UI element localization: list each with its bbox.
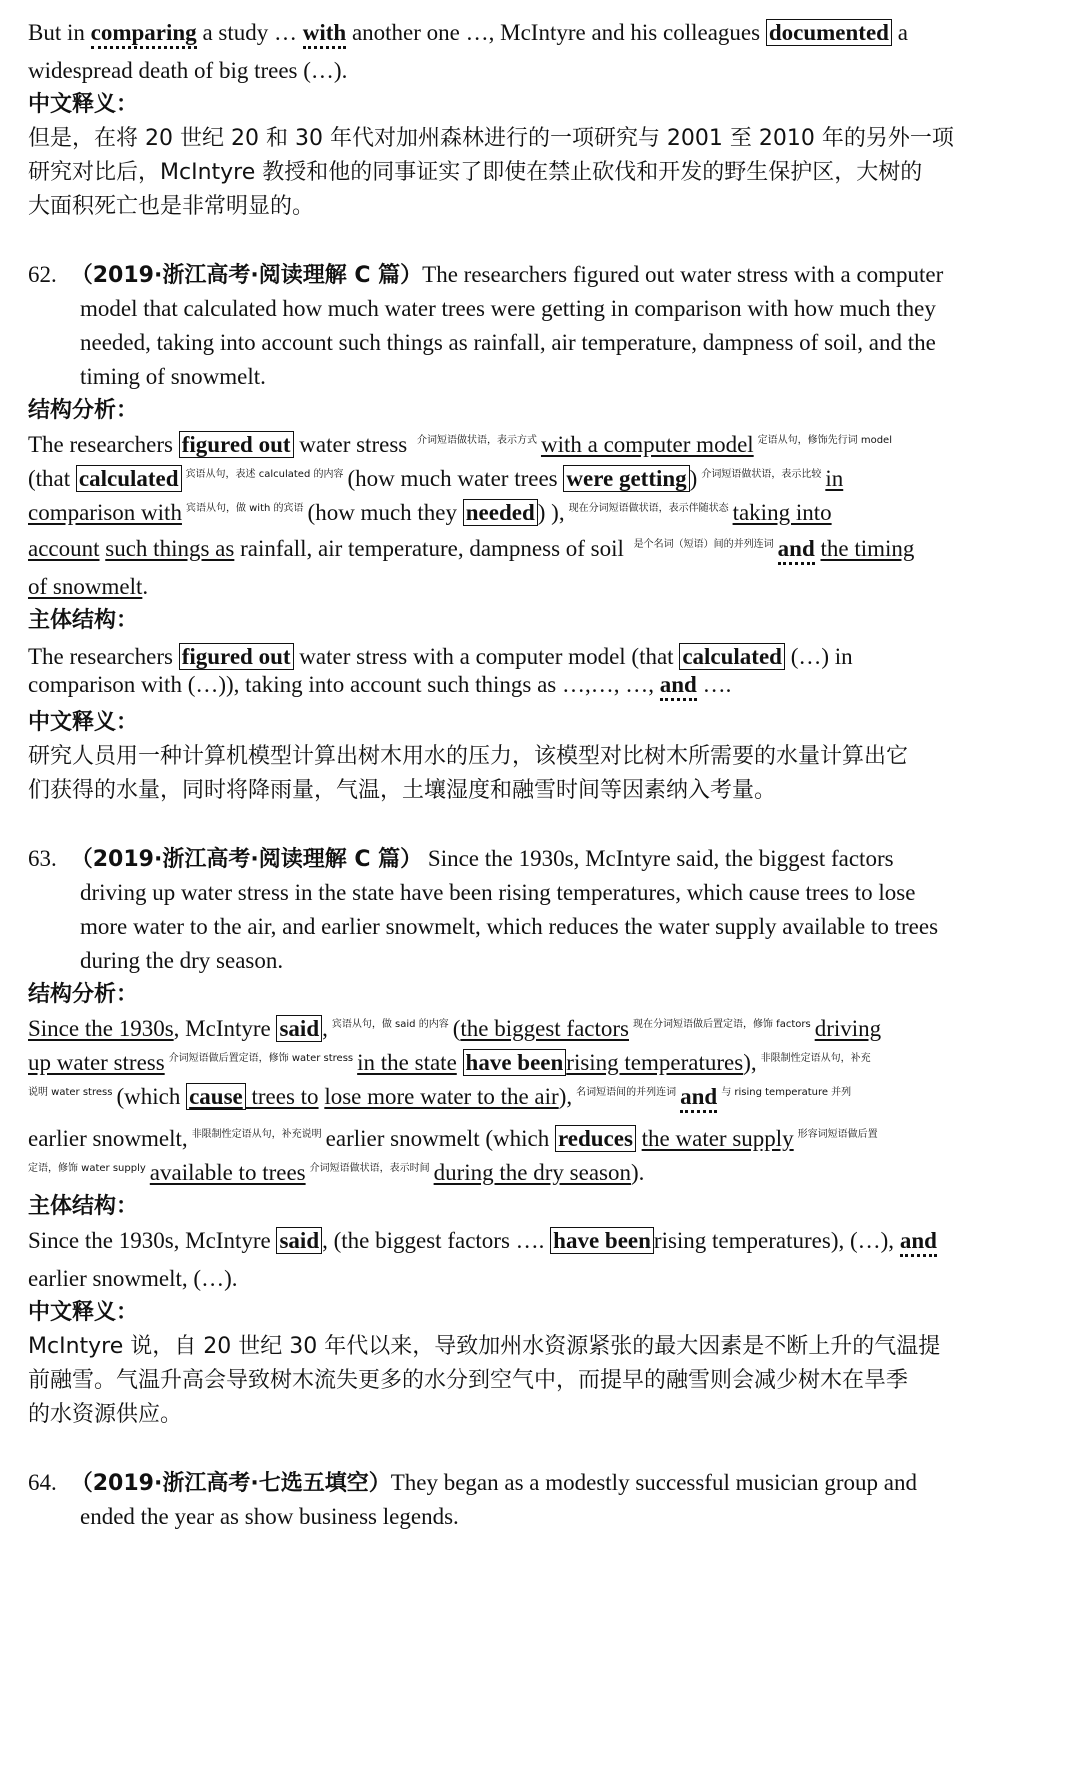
q62-analysis-line-1: The researchers figured out water stress $^{介词短语做状语,表示方式}$ with a computer model $^{定语从句,修饰先行词 model}$	[28, 432, 892, 457]
q63-analysis-line-3: $^{说明 water stress}$ (which cause trees to lose more water to the air), $^{名词短语间的并列连词}$ and $^{与 rising temperature 并列}$	[28, 1080, 855, 1114]
q62-line-4: timing of snowmelt.	[80, 364, 266, 389]
question-number: 62.	[28, 262, 57, 287]
q63-main-line-2: earlier snowmelt, (…).	[28, 1266, 238, 1291]
section-heading-structure: 结构分析：	[28, 982, 139, 1007]
annotation-note: 宾语从句，做 said 的内容	[331, 1019, 449, 1031]
verb-box: reduces	[555, 1125, 636, 1152]
q62-analysis-line-3: comparison with $^{宾语从句,做 with 的宾语}$ (how much they needed ) ), $^{现在分词短语做状语,表示伴随状态}$ taking into	[28, 500, 832, 525]
q64-line-2: ended the year as show business legends.	[80, 1504, 459, 1529]
verb-box-documented: documented	[766, 19, 892, 46]
annotation-note: 介词短语做状语，表示时间	[309, 1163, 430, 1175]
translation-line: 但是，在将 20 世纪 20 和 30 年代对加州森林进行的一项研究与 2001 至 2010 年的另外一项	[28, 126, 954, 151]
conjunction-and: and	[680, 1084, 717, 1113]
annotation-note: 现在分词短语做状语，表示伴随状态	[568, 503, 729, 515]
question-source: （2019·浙江高考·七选五填空）	[70, 1471, 391, 1496]
question-source: （2019·浙江高考·阅读理解 C 篇）	[70, 847, 423, 872]
verb-box: said	[276, 1227, 322, 1254]
verb-box: calculated	[679, 643, 785, 670]
annotation-note: 定语，修饰 water supply	[28, 1163, 146, 1175]
keyword-comparing: comparing	[91, 20, 197, 49]
annotation-note: 宾语从句，做 with 的宾语	[185, 503, 304, 515]
q62-main-line-2: comparison with (…)), taking into account such things as …,…, …, and ….	[28, 668, 731, 702]
q63-main-line-1: Since the 1930s, McIntyre said , (the biggest factors …. have been rising temperatures), (…), and	[28, 1224, 937, 1258]
annotation-note: 说明 water stress	[28, 1087, 113, 1099]
annotation-note: 介词短语做状语，表示比较	[701, 469, 822, 481]
section-heading-main-structure: 主体结构：	[28, 608, 139, 633]
verb-box: cause	[186, 1083, 246, 1110]
annotation-note: 非限制性定语从句，补充	[760, 1053, 871, 1065]
keyword-with: with	[303, 20, 346, 49]
q62-analysis-line-4: account such things as rainfall, air temperature, dampness of soil $^{是个名词(短语)间的并列连词}$ and the timing	[28, 532, 914, 566]
q63-analysis-line-5: $^{定语,修饰 water supply}$ available to trees $^{介词短语做状语,表示时间}$ during the dry season).	[28, 1160, 645, 1185]
translation-line: 的水资源供应。	[28, 1402, 183, 1427]
section-heading-translation: 中文释义：	[28, 92, 139, 117]
q62-line-2: model that calculated how much water trees were getting in comparison with how much they	[80, 296, 936, 321]
section-heading-main-structure: 主体结构：	[28, 1194, 139, 1219]
q63-analysis-line-4: earlier snowmelt, $^{非限制性定语从句,补充说明}$ earlier snowmelt (which reduces the water supply $^{形容词短语做后置}$	[28, 1126, 878, 1151]
annotation-note: 宾语从句，表述 calculated 的内容	[185, 469, 344, 481]
q63-line-1: 63. （2019·浙江高考·阅读理解 C 篇） Since the 1930s, McIntyre said, the biggest factors	[28, 846, 894, 872]
annotation-note: 名词短语间的并列连词	[576, 1087, 677, 1099]
translation-line: 们获得的水量，同时将降雨量，气温，土壤湿度和融雪时间等因素纳入考量。	[28, 778, 777, 803]
q63-line-2: driving up water stress in the state have been rising temperatures, which cause trees to lose	[80, 880, 916, 905]
annotation-note: 与 rising temperature 并列	[721, 1087, 852, 1099]
translation-line: 大面积死亡也是非常明显的。	[28, 194, 315, 219]
conjunction-and: and	[660, 672, 697, 701]
translation-line: 研究对比后，McIntyre 教授和他的同事证实了即使在禁止砍伐和开发的野生保护区，大树的	[28, 160, 923, 185]
q62-analysis-line-5: of snowmelt.	[28, 574, 149, 599]
translation-line: 研究人员用一种计算机模型计算出树木用水的压力，该模型对比树木所需要的水量计算出它	[28, 744, 909, 769]
conjunction-and: and	[778, 536, 815, 565]
verb-box: needed	[463, 499, 538, 526]
q63-line-4: during the dry season.	[80, 948, 284, 973]
q63-line-3: more water to the air, and earlier snowmelt, which reduces the water supply available to trees	[80, 914, 939, 939]
translation-line: McIntyre 说，自 20 世纪 30 年代以来，导致加州水资源紧张的最大因素是不断上升的气温提	[28, 1334, 941, 1359]
question-number: 64.	[28, 1470, 57, 1495]
q63-analysis-line-1: Since the 1930s, McIntyre said , $^{宾语从句,做 said 的内容}$ (the biggest factors $^{现在分词短语做后置定语,修饰 factors}$ driving	[28, 1016, 882, 1041]
translation-line: 前融雪。气温升高会导致树木流失更多的水分到空气中，而提早的融雪则会减少树木在旱季	[28, 1368, 909, 1393]
q62-main-line-1: The researchers figured out water stress with a computer model (that calculated (…) in	[28, 644, 853, 669]
q62-line-3: needed, taking into account such things as rainfall, air temperature, dampness of soil, and the	[80, 330, 936, 355]
top-sentence-line-1: But in comparing a study … with another one …, McIntyre and his colleagues documented a	[28, 16, 908, 50]
verb-box: have been	[550, 1227, 654, 1254]
q62-analysis-line-2: (that calculated $^{宾语从句,表述 calculated 的内容}$ (how much water trees were getting ) $^{介词短语做状语,表示比较}$ in	[28, 466, 844, 491]
annotation-note: 非限制性定语从句，补充说明	[191, 1129, 322, 1141]
top-sentence-line-2: widespread death of big trees (…).	[28, 58, 348, 83]
annotation-note: 介词短语做状语，表示方式	[416, 435, 537, 447]
annotation-note: 介词短语做后置定语，修饰 water stress	[168, 1053, 354, 1065]
question-source: （2019·浙江高考·阅读理解 C 篇）	[70, 263, 423, 288]
verb-box: have been	[463, 1049, 567, 1076]
q63-analysis-line-2: up water stress $^{介词短语做后置定语,修饰 water stress}$ in the state have been rising temperatures), $^{非限制性定语从句,补充}$	[28, 1050, 871, 1075]
section-heading-structure: 结构分析：	[28, 398, 139, 423]
verb-box: calculated	[76, 465, 182, 492]
verb-box: said	[276, 1015, 322, 1042]
q64-line-1: 64. （2019·浙江高考·七选五填空）They began as a modestly successful musician group and	[28, 1470, 918, 1496]
verb-box: figured out	[179, 431, 294, 458]
q62-line-1: 62. （2019·浙江高考·阅读理解 C 篇）The researchers figured out water stress with a computer	[28, 262, 944, 288]
annotation-note: 定语从句，修饰先行词 model	[757, 435, 892, 447]
question-number: 63.	[28, 846, 57, 871]
verb-box: figured out	[179, 643, 294, 670]
section-heading-translation: 中文释义：	[28, 710, 139, 735]
annotation-note: 是个名词（短语）间的并列连词	[633, 539, 774, 551]
verb-box: were getting	[563, 465, 689, 492]
annotation-note: 现在分词短语做后置定语，修饰 factors	[633, 1019, 811, 1031]
conjunction-and: and	[900, 1228, 937, 1257]
annotation-note: 形容词短语做后置	[797, 1129, 878, 1141]
section-heading-translation: 中文释义：	[28, 1300, 139, 1325]
